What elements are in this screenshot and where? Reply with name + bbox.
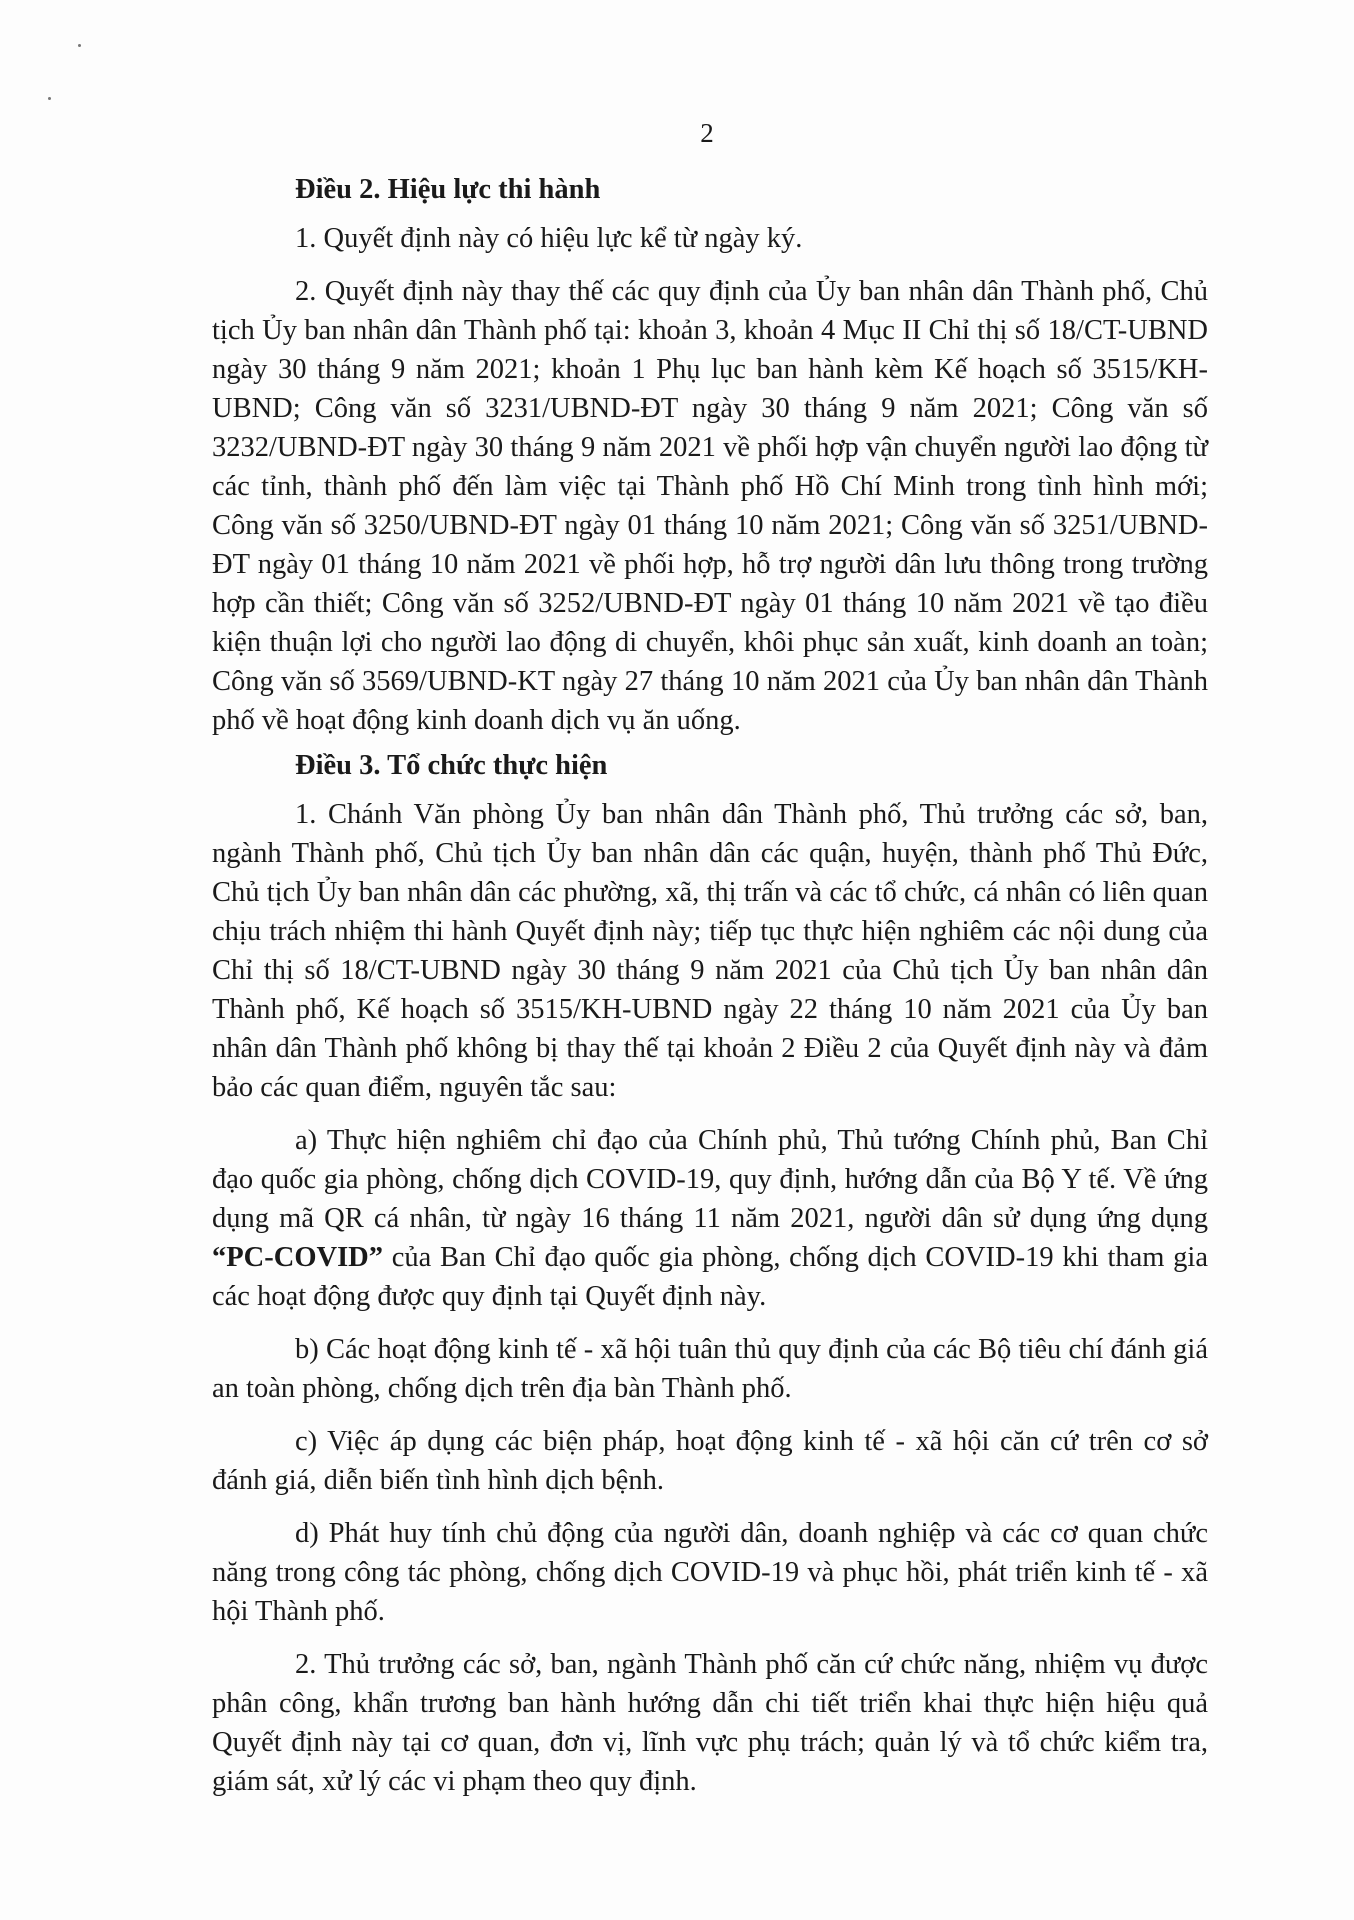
point-a-text-after: của Ban Chỉ đạo quốc gia phòng, chống dịch COVID-19 khi tham gia các hoạt động được quy định tại Quyết định này. — [212, 1242, 1208, 1312]
article-3-point-c: c) Việc áp dụng các biện pháp, hoạt động kinh tế - xã hội căn cứ trên cơ sở đánh giá, diễn biến tình hình dịch bệnh. — [212, 1426, 1208, 1496]
page-number: 2 — [700, 118, 714, 148]
article-2-clause-1: 1. Quyết định này có hiệu lực kể từ ngày ký. — [295, 223, 803, 254]
article-3-point-b: b) Các hoạt động kinh tế - xã hội tuân thủ quy định của các Bộ tiêu chí đánh giá an toàn phòng, chống dịch trên địa bàn Thành phố. — [212, 1334, 1208, 1404]
document-body — [212, 170, 1208, 1815]
pc-covid-app-name: “PC-COVID” — [212, 1242, 383, 1273]
article-2-clause-2: 2. Quyết định này thay thế các quy định của Ủy ban nhân dân Thành phố, Chủ tịch Ủy ban nhân dân Thành phố tại: khoản 3, khoản 4 Mục II Chỉ thị số 18/CT-UBND ngày 30 tháng 9 năm 2021; khoản 1 Phụ lục ban hành kèm Kế hoạch số 3515/KH-UBND; Công văn số 3231/UBND-ĐT ngày 30 tháng 9 năm 2021; Công văn số 3232/UBND-ĐT ngày 30 tháng 9 năm 2021 về phối hợp vận chuyển người lao động từ các tỉnh, thành phố đến làm việc tại Thành phố Hồ Chí Minh trong tình hình mới; Công văn số 3250/UBND-ĐT ngày 01 tháng 10 năm 2021; Công văn số 3251/UBND-ĐT ngày 01 tháng 10 năm 2021 về phối hợp, hỗ trợ người dân lưu thông trong trường hợp cần thiết; Công văn số 3252/UBND-ĐT ngày 01 tháng 10 năm 2021 về tạo điều kiện thuận lợi cho người lao động di chuyển, khôi phục sản xuất, kinh doanh an toàn; Công văn số 3569/UBND-KT ngày 27 tháng 10 năm 2021 của Ủy ban nhân dân Thành phố về hoạt động kinh doanh dịch vụ ăn uống. — [212, 276, 1208, 736]
article-3-point-d: d) Phát huy tính chủ động của người dân, doanh nghiệp và các cơ quan chức năng trong công tác phòng, chống dịch COVID-19 và phục hồi, phát triển kinh tế - xã hội Thành phố. — [212, 1518, 1208, 1627]
article-3-point-a — [212, 1121, 1208, 1316]
article-3-heading: Điều 3. Tổ chức thực hiện — [295, 750, 608, 781]
point-a-text-before: a) Thực hiện nghiêm chỉ đạo của Chính phủ, Thủ tướng Chính phủ, Ban Chỉ đạo quốc gia phòng, chống dịch COVID-19, quy định, hướng dẫn của Bộ Y tế. Về ứng dụng mã QR cá nhân, từ ngày 16 tháng 11 năm 2021, người dân sử dụng ứng dụng — [212, 1125, 1208, 1234]
article-2-heading: Điều 2. Hiệu lực thi hành — [295, 174, 601, 205]
scan-speck — [78, 44, 81, 47]
article-3-clause-1: 1. Chánh Văn phòng Ủy ban nhân dân Thành phố, Thủ trưởng các sở, ban, ngành Thành phố, Chủ tịch Ủy ban nhân dân các quận, huyện, thành phố Thủ Đức, Chủ tịch Ủy ban nhân dân các phường, xã, thị trấn và các tổ chức, cá nhân có liên quan chịu trách nhiệm thi hành Quyết định này; tiếp tục thực hiện nghiêm các nội dung của Chỉ thị số 18/CT-UBND ngày 30 tháng 9 năm 2021 của Chủ tịch Ủy ban nhân dân Thành phố, Kế hoạch số 3515/KH-UBND ngày 22 tháng 10 năm 2021 của Ủy ban nhân dân Thành phố không bị thay thế tại khoản 2 Điều 2 của Quyết định này và đảm bảo các quan điểm, nguyên tắc sau: — [212, 799, 1208, 1103]
scan-speck — [48, 97, 51, 100]
article-3-clause-2: 2. Thủ trưởng các sở, ban, ngành Thành phố căn cứ chức năng, nhiệm vụ được phân công, khẩn trương ban hành hướng dẫn chi tiết triển khai thực hiện hiệu quả Quyết định này tại cơ quan, đơn vị, lĩnh vực phụ trách; quản lý và tổ chức kiểm tra, giám sát, xử lý các vi phạm theo quy định. — [212, 1649, 1208, 1797]
